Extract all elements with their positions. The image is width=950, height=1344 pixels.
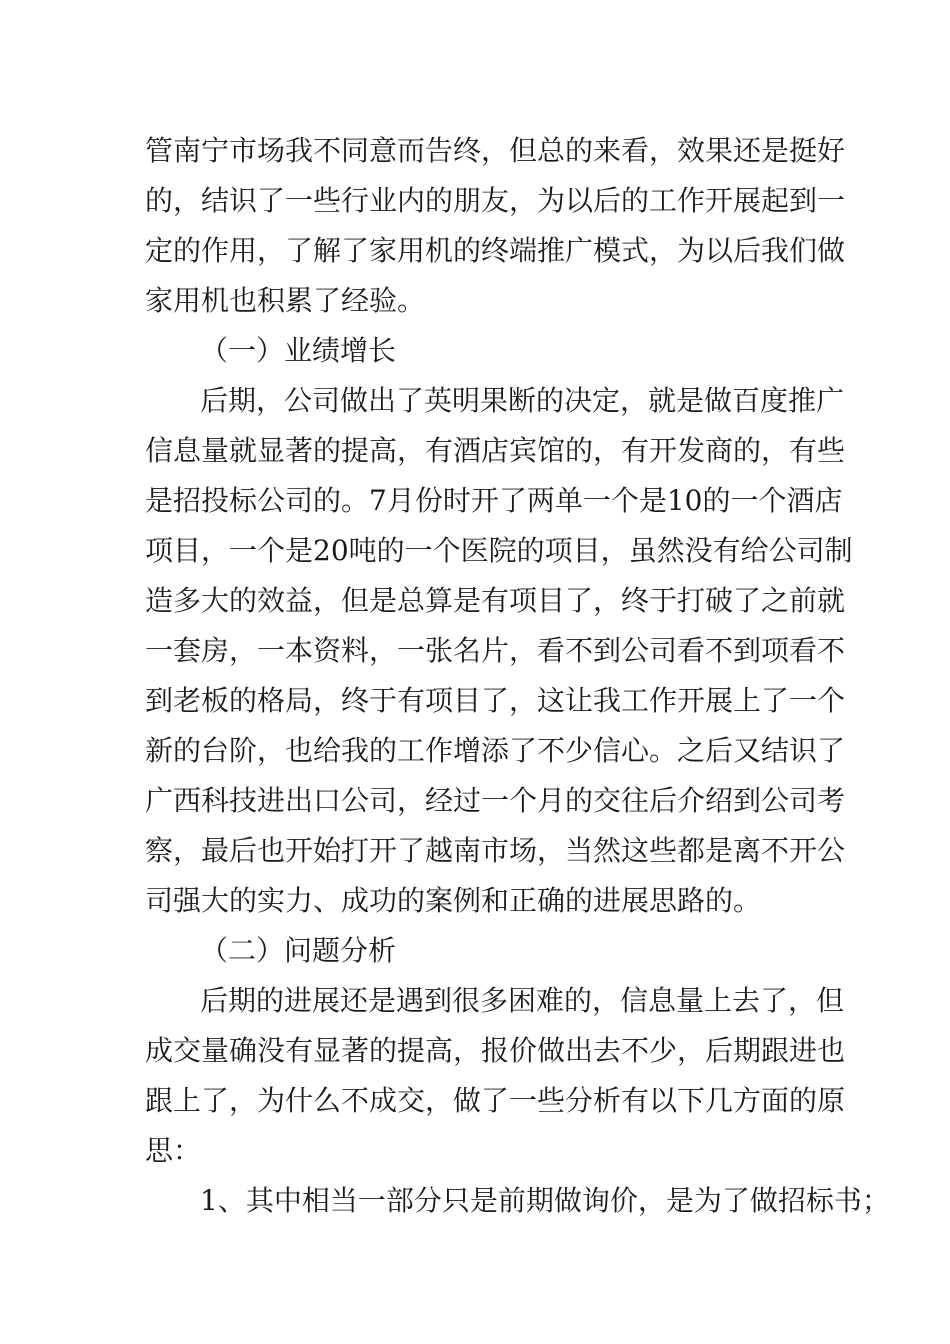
- text-line: 司强大的实力、成功的案例和正确的进展思路的。: [145, 884, 762, 917]
- list-item: 1、其中相当一部分只是前期做询价，是为了做招标书；: [200, 1184, 890, 1217]
- section-heading: （一）业绩增长: [200, 334, 397, 367]
- text-line: 新的台阶，也给我的工作增添了不少信心。之后又结识了: [145, 734, 846, 767]
- text-line: 信息量就显著的提高，有酒店宾馆的，有开发商的，有些: [145, 434, 846, 467]
- text-line: 家用机也积累了经验。: [145, 284, 426, 317]
- text-line: 造多大的效益，但是总算是有项目了，终于打破了之前就: [145, 584, 846, 617]
- text-line: 到老板的格局，终于有项目了，这让我工作开展上了一个: [145, 684, 846, 717]
- section-heading: （二）问题分析: [200, 934, 397, 967]
- text-line: 思：: [145, 1134, 202, 1167]
- text-line: 跟上了，为什么不成交，做了一些分析有以下几方面的原: [145, 1084, 846, 1117]
- text-line: 一套房，一本资料，一张名片，看不到公司看不到项看不: [145, 634, 846, 667]
- text-line: 广西科技进出口公司，经过一个月的交往后介绍到公司考: [145, 784, 846, 817]
- paragraph-first-line: 后期的进展还是遇到很多困难的，信息量上去了，但: [200, 984, 845, 1017]
- text-line: 是招投标公司的。7月份时开了两单一个是10的一个酒店: [145, 484, 843, 517]
- paragraph-first-line: 后期，公司做出了英明果断的决定，就是做百度推广: [200, 384, 845, 417]
- text-line: 管南宁市场我不同意而告终，但总的来看，效果还是挺好: [145, 134, 846, 167]
- text-line: 定的作用，了解了家用机的终端推广模式，为以后我们做: [145, 234, 846, 267]
- text-line: 成交量确没有显著的提高，报价做出去不少，后期跟进也: [145, 1034, 846, 1067]
- text-line: 的，结识了一些行业内的朋友，为以后的工作开展起到一: [145, 184, 846, 217]
- text-line: 项目，一个是20吨的一个医院的项目，虽然没有给公司制: [145, 534, 853, 567]
- text-line: 察，最后也开始打开了越南市场，当然这些都是离不开公: [145, 834, 846, 867]
